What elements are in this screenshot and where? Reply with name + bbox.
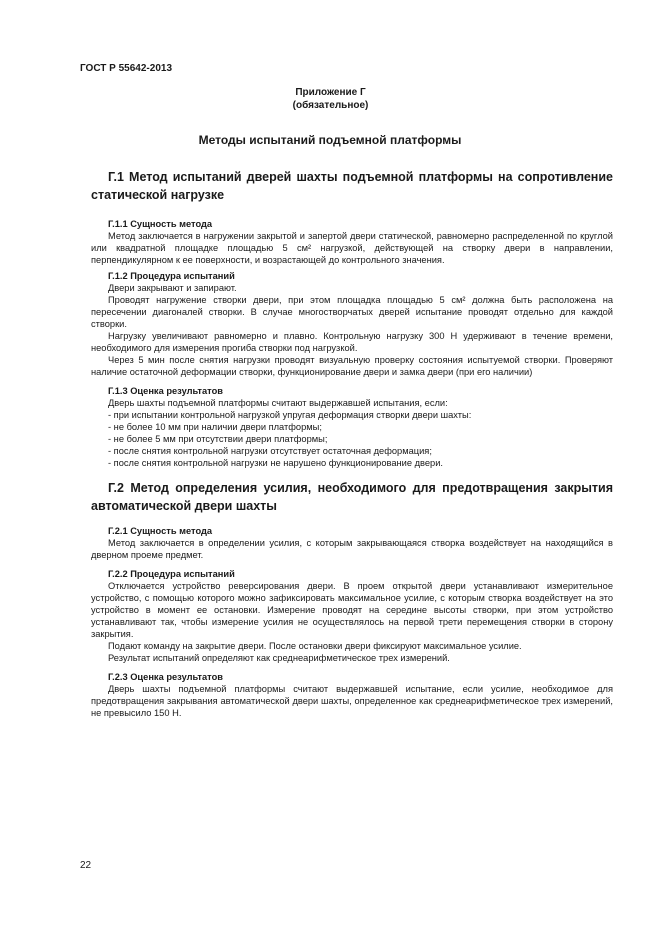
subsection-g22-title: Г.2.2 Процедура испытаний: [108, 569, 235, 579]
list-item: - после снятия контрольной нагрузки отсутствует остаточная деформация;: [108, 446, 432, 456]
subsection-g11-title: Г.1.1 Сущность метода: [108, 219, 213, 229]
list-item: - не более 10 мм при наличии двери платформы;: [108, 422, 322, 432]
paragraph: Отключается устройство реверсирования двери. В проем открытой двери устанавливают измерительное устройство, с помощью которого можно зафиксировать максимальное усилие, с которым створка воздействует на это устройство в момент ее остановки. Измерение проводят на середине высоты створки, при этом устройство устанавливают так, чтобы измерение усилия не осуществлялось на первой трети перемещения створки в сторону закрытия.: [91, 581, 613, 639]
subsection-g12-title: Г.1.2 Процедура испытаний: [108, 271, 235, 281]
section-g2-title: Г.2 Метод определения усилия, необходимого для предотвращения закрытия автоматической двери шахты: [91, 481, 613, 513]
paragraph: Метод заключается в нагружении закрытой и запертой двери статической, равномерно распределенной по круглой или квадратной площадке площадью 5 см² нагрузкой, действующей на створку двери в направлении, перпендикулярном к ее поверхности, и возрастающей до контрольного значения.: [91, 231, 613, 265]
document-body: [91, 168, 613, 719]
subsection-g23-title: Г.2.3 Оценка результатов: [108, 672, 223, 682]
paragraph: Двери закрывают и запирают.: [108, 283, 237, 293]
annex-status: (обязательное): [292, 100, 369, 111]
list-item: - не более 5 мм при отсутствии двери платформы;: [108, 434, 328, 444]
paragraph: Дверь шахты подъемной платформы считают выдержавшей испытания, если:: [108, 398, 448, 408]
paragraph: Дверь шахты подъемной платформы считают выдержавшей испытание, если усилие, необходимое для предотвращения закрывания автоматической двери шахты, определенное как среднеарифметическое трех измерений, не превысило 150 Н.: [91, 684, 613, 718]
list-item: - при испытании контрольной нагрузкой упругая деформация створки двери шахты:: [108, 410, 472, 420]
list-item: - после снятия контрольной нагрузки не нарушено функционирование двери.: [108, 458, 443, 468]
subsection-g13-title: Г.1.3 Оценка результатов: [108, 386, 223, 396]
subsection-g21-title: Г.2.1 Сущность метода: [108, 526, 213, 536]
paragraph: Подают команду на закрытие двери. После остановки двери фиксируют максимальное усилие.: [108, 641, 522, 651]
paragraph: Метод заключается в определении усилия, с которым закрывающаяся створка воздействует на находящийся в дверном проеме предмет.: [91, 538, 613, 560]
paragraph: Проводят нагружение створки двери, при этом площадка площадью 5 см² должна быть расположена на пересечении диагоналей створки. В случае многостворчатых дверей испытание проводят отдельно для каждой створки.: [91, 295, 613, 329]
main-title: Методы испытаний подъемной платформы: [198, 133, 462, 147]
paragraph: Результат испытаний определяют как среднеарифметическое трех измерений.: [108, 653, 450, 663]
paragraph: Нагрузку увеличивают равномерно и плавно. Контрольную нагрузку 300 Н удерживают в течение времени, необходимого для измерения прогиба створки под нагрузкой.: [91, 331, 613, 353]
document-code: ГОСТ Р 55642-2013: [80, 63, 173, 74]
paragraph: Через 5 мин после снятия нагрузки проводят визуальную проверку состояния испытуемой створки. Проверяют наличие остаточной деформации створки, функционирование двери и замка двери (при его наличии): [91, 355, 613, 377]
page-number: 22: [80, 860, 92, 871]
section-g1-title: Г.1 Метод испытаний дверей шахты подъемной платформы на сопротивление статической нагрузке: [91, 170, 613, 202]
annex-title: Приложение Г: [295, 87, 366, 98]
